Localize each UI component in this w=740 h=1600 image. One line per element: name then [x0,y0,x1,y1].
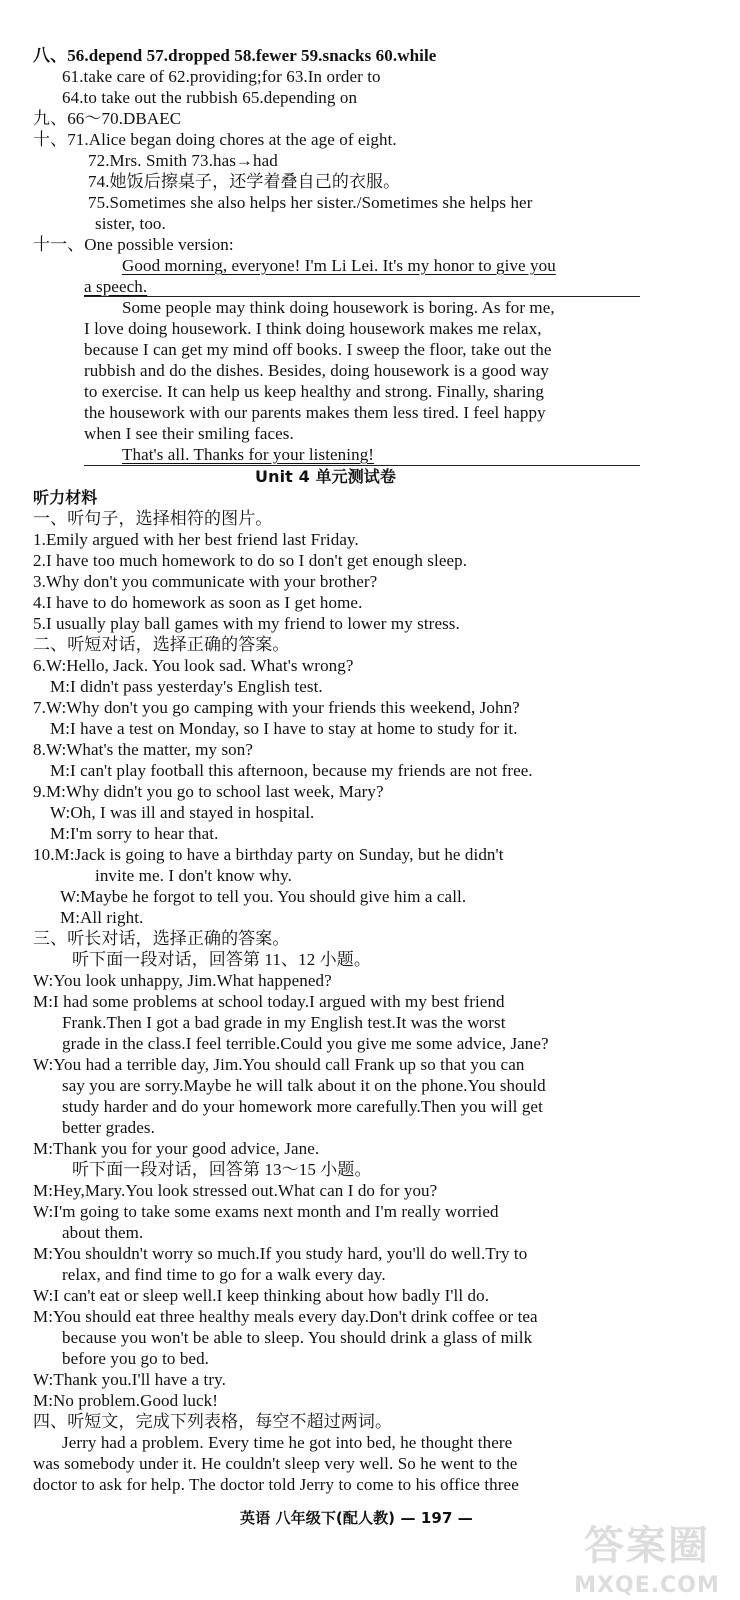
dialogue-line: 10.M:Jack is going to have a birthday party on Sunday, but he didn't [33,845,504,864]
essay-line: That's all. Thanks for your listening! [122,445,375,464]
answer-line: 75.Sometimes she also helps her sister./Sometimes she helps her [88,193,533,212]
dialogue-line: M:All right. [60,908,144,927]
dialogue-line: M:I can't play football this afternoon, because my friends are not free. [50,761,533,780]
listening-item: 4.I have to do homework as soon as I get home. [33,593,363,612]
unit-title: Unit 4 单元测试卷 [255,467,396,486]
dialogue-intro: 听下面一段对话，回答第 13～15 小题。 [72,1160,372,1179]
dialogue-line: 8.W:What's the matter, my son? [33,740,254,759]
essay-line: a speech. [84,277,148,296]
dialogue-line: W:Maybe he forgot to tell you. You should give him a call. [60,887,467,906]
dialogue-line: 9.M:Why didn't you go to school last week, Mary? [33,782,384,801]
dialogue-line: M:You should eat three healthy meals every day.Don't drink coffee or tea [33,1307,538,1326]
answer-line: 61.take care of 62.providing;for 63.In order to [62,67,381,86]
dialogue-line: before you go to bed. [62,1349,210,1368]
answer-line: 十、71.Alice began doing chores at the age of eight. [33,130,397,149]
dialogue-line: grade in the class.I feel terrible.Could you give me some advice, Jane? [62,1034,549,1053]
answer-line: 十一、One possible version: [33,235,234,254]
essay-line: to exercise. It can help us keep healthy and strong. Finally, sharing [84,382,544,401]
answer-line: 74.她饭后擦桌子，还学着叠自己的衣服。 [88,172,401,191]
dialogue-line: M:I had some problems at school today.I argued with my best friend [33,992,505,1011]
dialogue-line: better grades. [62,1118,155,1137]
dialogue-line: Frank.Then I got a bad grade in my English test.It was the worst [62,1013,506,1032]
dialogue-line: M:I'm sorry to hear that. [50,824,219,843]
answer-line: 64.to take out the rubbish 65.depending on [62,88,358,107]
part-title: 四、听短文，完成下列表格，每空不超过两词。 [33,1412,393,1431]
dialogue-line: M:I have a test on Monday, so I have to stay at home to study for it. [50,719,518,738]
watermark-logo [562,1514,732,1598]
watermark-url: MXQE.COM [574,1573,720,1598]
dialogue-line: W:You had a terrible day, Jim.You should call Frank up so that you can [33,1055,525,1074]
dialogue-line: M:Thank you for your good advice, Jane. [33,1139,320,1158]
essay-line: when I see their smiling faces. [84,424,294,443]
dialogue-line: about them. [62,1223,144,1242]
dialogue-line: say you are sorry.Maybe he will talk about it on the phone.You should [62,1076,546,1095]
listening-item: 3.Why don't you communicate with your brother? [33,572,378,591]
dialogue-line: invite me. I don't know why. [95,866,292,885]
dialogue-line: study harder and do your homework more carefully.Then you will get [62,1097,543,1116]
essay-line: rubbish and do the dishes. Besides, doing housework is a good way [84,361,549,380]
answer-line: 八、56.depend 57.dropped 58.fewer 59.snacks 60.while [33,46,437,65]
dialogue-line: 6.W:Hello, Jack. You look sad. What's wrong? [33,656,354,675]
essay-line: Some people may think doing housework is boring. As for me, [122,298,555,317]
listening-item: 1.Emily argued with her best friend last Friday. [33,530,359,549]
part-title: 三、听长对话，选择正确的答案。 [33,929,290,948]
dialogue-intro: 听下面一段对话，回答第 11、12 小题。 [72,950,371,969]
essay-line: because I can get my mind off books. I sweep the floor, take out the [84,340,552,359]
part-title: 一、听句子，选择相符的图片。 [33,509,273,528]
dialogue-line: relax, and find time to go for a walk every day. [62,1265,386,1284]
essay-line: Good morning, everyone! I'm Li Lei. It's my honor to give you [122,256,556,275]
listening-heading: 听力材料 [33,488,98,507]
passage-line: Jerry had a problem. Every time he got into bed, he thought there [62,1433,513,1452]
dialogue-line: W:I can't eat or sleep well.I keep thinking about how badly I'll do. [33,1286,490,1305]
dialogue-line: W:Oh, I was ill and stayed in hospital. [50,803,315,822]
dialogue-line: because you won't be able to sleep. You should drink a glass of milk [62,1328,533,1347]
passage-line: was somebody under it. He couldn't sleep very well. So he went to the [33,1454,518,1473]
essay-line: I love doing housework. I think doing housework makes me relax, [84,319,542,338]
dialogue-line: M:You shouldn't worry so much.If you study hard, you'll do well.Try to [33,1244,528,1263]
listening-item: 5.I usually play ball games with my friend to lower my stress. [33,614,460,633]
essay-line: the housework with our parents makes them less tired. I feel happy [84,403,546,422]
listening-item: 2.I have too much homework to do so I don't get enough sleep. [33,551,468,570]
passage-line: doctor to ask for help. The doctor told Jerry to come to his office three [33,1475,519,1494]
dialogue-line: M:No problem.Good luck! [33,1391,219,1410]
answer-line: 72.Mrs. Smith 73.has→had [88,151,278,170]
dialogue-line: W:Thank you.I'll have a try. [33,1370,226,1389]
answer-line: sister, too. [95,214,166,233]
part-title: 二、听短对话，选择正确的答案。 [33,635,290,654]
dialogue-line: M:I didn't pass yesterday's English test. [50,677,323,696]
dialogue-line: W:I'm going to take some exams next month and I'm really worried [33,1202,499,1221]
watermark-text: 答案圈 [584,1523,710,1569]
dialogue-line: 7.W:Why don't you go camping with your friends this weekend, John? [33,698,520,717]
page-footer: 英语 八年级下(配人教) — 197 — [240,1509,473,1527]
dialogue-line: W:You look unhappy, Jim.What happened? [33,971,332,990]
answer-line: 九、66～70.DBAEC [33,109,182,128]
dialogue-line: M:Hey,Mary.You look stressed out.What can I do for you? [33,1181,438,1200]
